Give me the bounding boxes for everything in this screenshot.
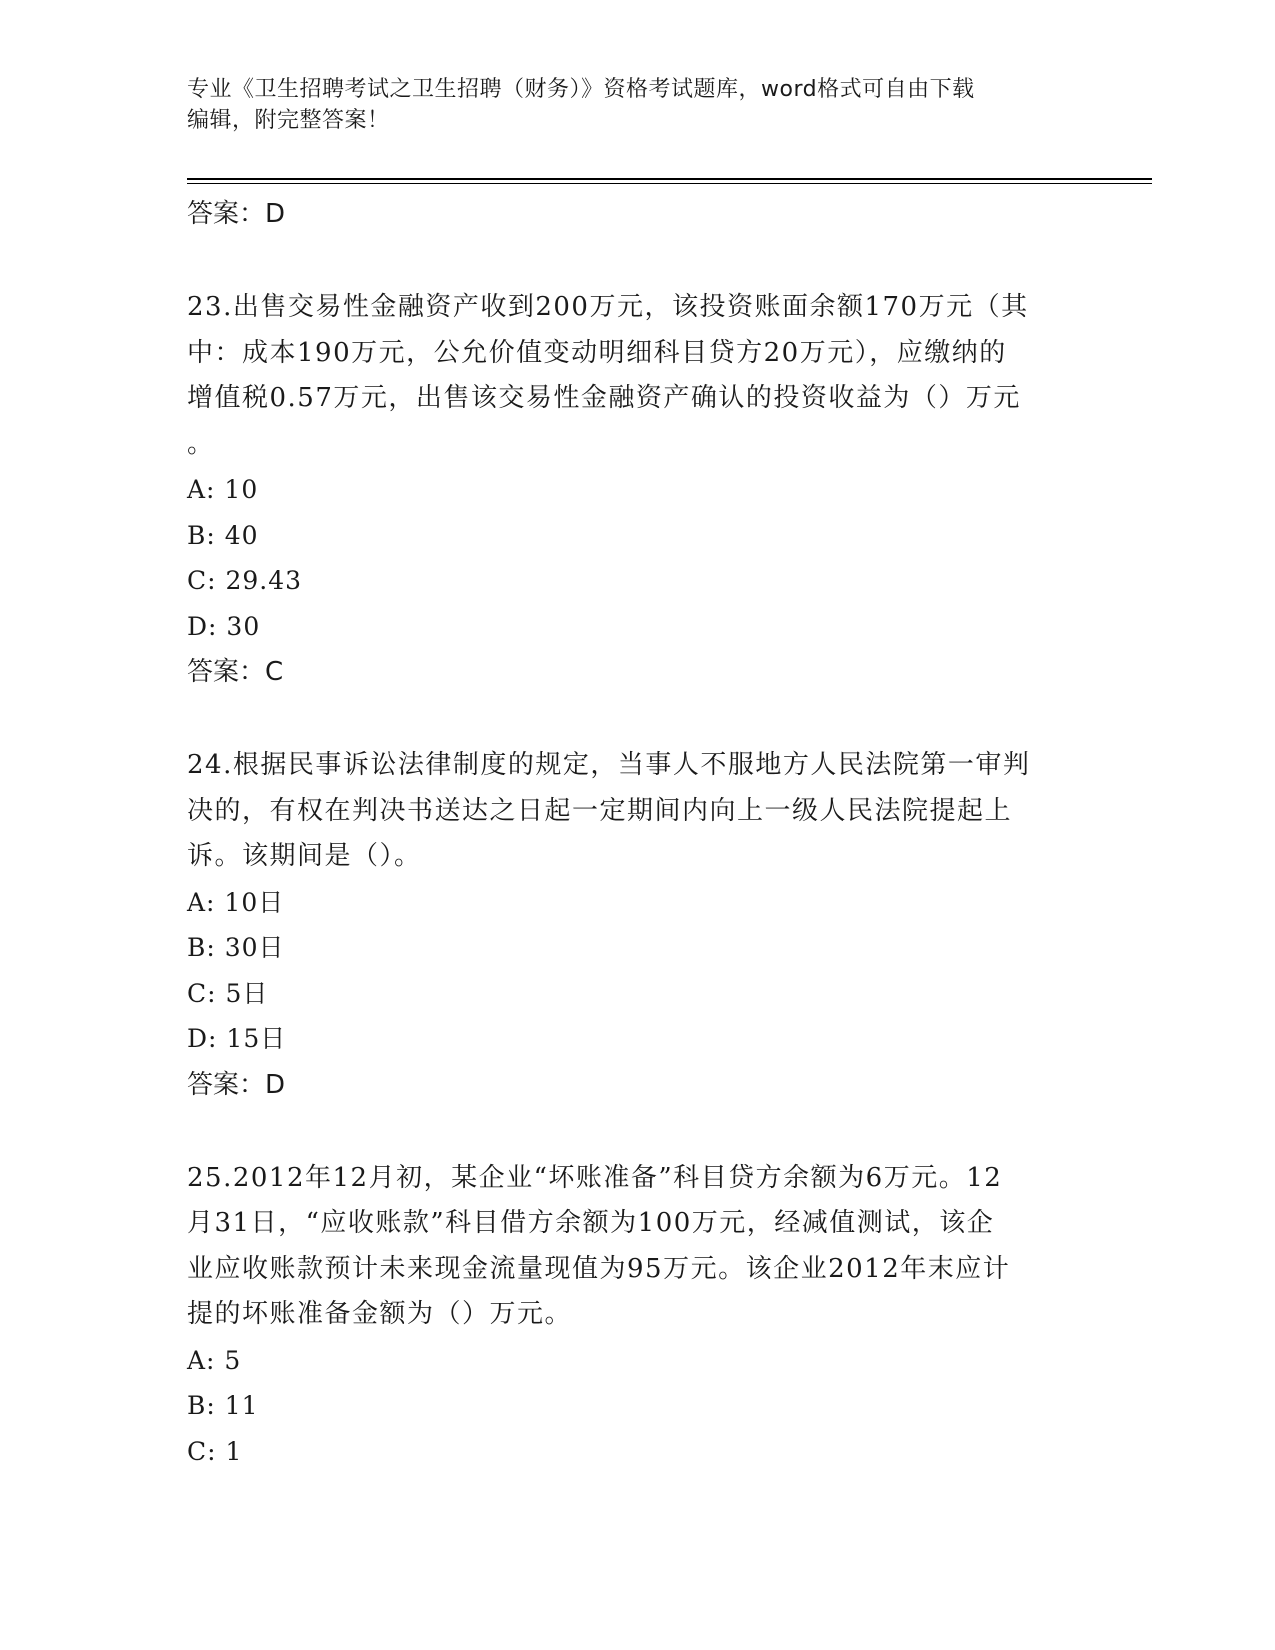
document-header <box>187 74 1067 136</box>
question-list <box>187 191 1087 1474</box>
option-c: C: 29.43 <box>187 566 303 595</box>
question-25 <box>187 1156 1087 1475</box>
question-line: 23.出售交易性金融资产收到200万元，该投资账面余额170万元（其 <box>187 292 1029 322</box>
question-line: 25.2012年12月初，某企业“坏账准备”科目贷方余额为6万元。12 <box>187 1162 1003 1193</box>
answer: 答案：D <box>187 1069 286 1100</box>
option-c: C: 1 <box>187 1436 243 1466</box>
option-a: A: 10 <box>187 475 259 504</box>
question-line: 增值税0.57万元，出售该交易性金融资产确认的投资收益为（）万元 <box>187 383 1021 413</box>
option-b: B: 40 <box>187 520 259 550</box>
question-text <box>187 285 1067 467</box>
option-d: D: 15日 <box>187 1024 287 1053</box>
spacer <box>187 1108 1087 1156</box>
question-line: 提的坏账准备金额为（）万元。 <box>187 1299 573 1329</box>
header-rule-thin <box>187 183 1152 184</box>
header-line-2: 编辑，附完整答案！ <box>187 108 390 133</box>
header-line-1: 专业《卫生招聘考试之卫生招聘（财务）》资格考试题库，word格式可自由下载 <box>187 77 975 102</box>
question-line: 业应收账款预计未来现金流量现值为95万元。该企业2012年末应计 <box>187 1253 1011 1284</box>
question-text <box>187 1156 1067 1338</box>
option-a: A: 5 <box>187 1345 242 1375</box>
header-rule-thick <box>187 178 1152 180</box>
question-line: 月31日，“应收账款”科目借方余额为100万元，经减值测试，该企 <box>187 1208 995 1238</box>
question-line: 中：成本190万元，公允价值变动明细科目贷方20万元），应缴纳的 <box>187 337 1007 368</box>
question-text <box>187 743 1067 880</box>
spacer <box>187 695 1087 743</box>
option-b: B: 11 <box>187 1391 259 1420</box>
option-d: D: 30 <box>187 611 261 641</box>
previous-answer: 答案：D <box>187 199 286 229</box>
question-line: 诉。该期间是（）。 <box>187 841 422 871</box>
question-24 <box>187 743 1087 1108</box>
question-23 <box>187 285 1087 695</box>
question-line: 决的，有权在判决书送达之日起一定期间内向上一级人民法院提起上 <box>187 795 1013 826</box>
option-c: C: 5日 <box>187 978 269 1008</box>
option-b: B: 30日 <box>187 933 285 962</box>
spacer <box>187 237 1087 285</box>
answer: 答案：C <box>187 657 284 687</box>
option-a: A: 10日 <box>187 887 285 917</box>
question-line: 24.根据民事诉讼法律制度的规定，当事人不服地方人民法院第一审判 <box>187 750 1031 780</box>
question-line: 。 <box>187 428 215 459</box>
